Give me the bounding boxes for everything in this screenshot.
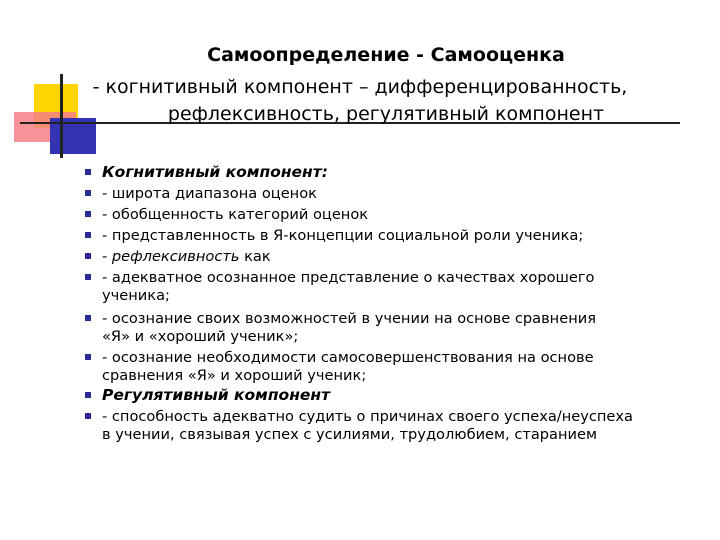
list-item-text-continued: ученика; <box>102 286 170 304</box>
list-item-text: - адекватное осознанное представление о качествах хорошего <box>102 269 595 286</box>
list-item <box>102 408 633 443</box>
list-item <box>102 227 583 245</box>
list-item-prefix: - <box>102 248 112 265</box>
slide-subtitle-line2: рефлексивность, регулятивный компонент <box>167 103 605 125</box>
list-item <box>102 164 328 182</box>
slide-subtitle-line1: - когнитивный компонент – дифференцированность, <box>92 76 628 98</box>
bullet-square-icon <box>85 315 91 321</box>
list-item-suffix: как <box>239 248 271 265</box>
bullet-square-icon <box>85 392 91 398</box>
bullet-square-icon <box>85 190 91 196</box>
list-item-text: - обобщенность категорий оценок <box>102 206 369 223</box>
list-item <box>102 269 594 304</box>
bullet-square-icon <box>85 232 91 238</box>
list-item <box>102 310 596 345</box>
bullet-square-icon <box>85 211 91 217</box>
list-item-text: - широта диапазона оценок <box>102 185 317 202</box>
bullet-square-icon <box>85 413 91 419</box>
list-item-text: - представленность в Я-концепции социальной роли ученика; <box>102 227 584 244</box>
section-heading-cognitive: Когнитивный компонент: <box>102 163 328 181</box>
list-item <box>102 185 317 203</box>
list-item <box>102 248 271 266</box>
list-item <box>102 206 368 224</box>
bullet-square-icon <box>85 274 91 280</box>
bullet-square-icon <box>85 354 91 360</box>
section-heading-regulative: Регулятивный компонент <box>102 386 331 404</box>
list-item-text-continued: «Я» и «хороший ученик»; <box>102 327 299 345</box>
bullet-square-icon <box>85 169 91 175</box>
list-item <box>102 349 594 384</box>
list-item-text: - осознание своих возможностей в учении на основе сравнения <box>102 310 597 327</box>
list-item-text-continued: сравнения «Я» и хороший ученик; <box>102 366 367 384</box>
list-item-text: - осознание необходимости самосовершенствования на основе <box>102 349 594 366</box>
list-item-text-continued: в учении, связывая успех с усилиями, трудолюбием, старанием <box>102 425 598 443</box>
bullet-square-icon <box>85 253 91 259</box>
list-item <box>102 387 330 405</box>
list-item-italic-term: рефлексивность <box>111 248 240 265</box>
list-item-text: - способность адекватно судить о причинах своего успеха/неуспеха <box>102 408 633 425</box>
slide-title: Самоопределение - Самооценка <box>207 44 565 66</box>
